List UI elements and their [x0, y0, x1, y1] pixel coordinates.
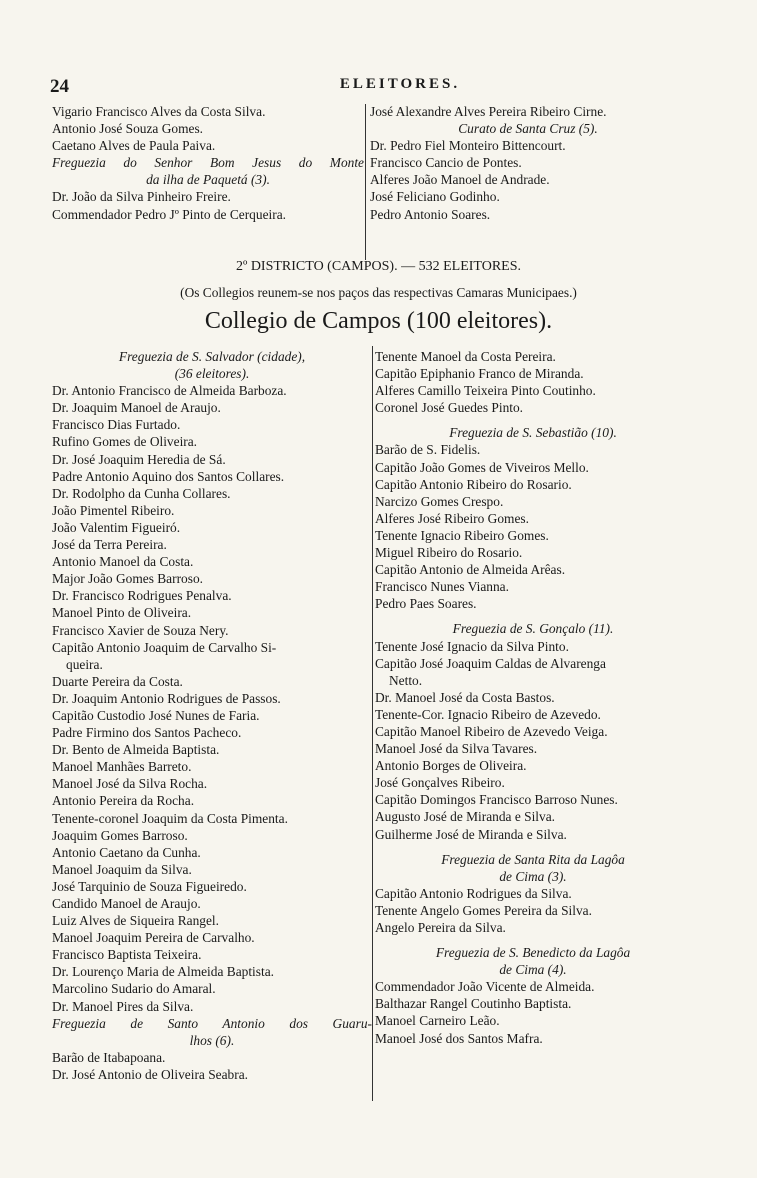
- elector-line: Antonio José Souza Gomes.: [52, 121, 204, 137]
- elector-line: Tenente Angelo Gomes Pereira da Silva.: [375, 902, 592, 918]
- column-divider: [365, 104, 366, 260]
- elector-line: Manoel Pinto de Oliveira.: [52, 605, 192, 621]
- parish-heading: (36 eleitores).: [174, 366, 250, 382]
- elector-line: Manoel José da Silva Rocha.: [52, 776, 208, 792]
- elector-line: José Feliciano Godinho.: [370, 189, 500, 205]
- elector-line: Coronel José Guedes Pinto.: [375, 400, 524, 416]
- elector-line: Pedro Antonio Soares.: [370, 206, 491, 222]
- elector-line: Capitão João Gomes de Viveiros Mello.: [375, 459, 589, 475]
- elector-line: Antonio Borges de Oliveira.: [375, 758, 527, 774]
- elector-line: Barão de Itabapoana.: [52, 1049, 166, 1065]
- elector-line: Alferes José Ribeiro Gomes.: [375, 510, 529, 526]
- elector-line: Capitão Antonio Ribeiro do Rosario.: [375, 476, 572, 492]
- elector-line: Manoel Manhães Barreto.: [52, 759, 192, 775]
- elector-line: José Gonçalves Ribeiro.: [375, 775, 505, 791]
- top-right-column: [370, 103, 686, 223]
- spacer: [375, 612, 691, 620]
- elector-line: José da Terra Pereira.: [52, 537, 167, 553]
- elector-line: Dr. Joaquim Manoel de Araujo.: [52, 400, 221, 416]
- elector-line: Francisco Baptista Teixeira.: [52, 947, 202, 963]
- elector-line: Miguel Ribeiro do Rosario.: [375, 545, 523, 561]
- elector-line: Pedro Paes Soares.: [375, 596, 477, 612]
- elector-line: queira.: [66, 656, 103, 672]
- college-heading: Collegio de Campos (100 eleitores).: [204, 308, 553, 334]
- main-left-column: [52, 348, 372, 1083]
- elector-line: Capitão Antonio Rodrigues da Silva.: [375, 885, 572, 901]
- parish-heading: Freguezia de S. Salvador (cidade),: [118, 349, 306, 364]
- elector-line: Dr. Bento de Almeida Baptista.: [52, 742, 220, 758]
- parish-heading: Freguezia de S. Sebastião (10).: [449, 425, 617, 441]
- elector-line: Dr. Antonio Francisco de Almeida Barboza.: [52, 383, 287, 399]
- elector-line: Antonio Caetano da Cunha.: [52, 844, 201, 860]
- elector-line: Alferes João Manoel de Andrade.: [370, 172, 550, 188]
- spacer: [375, 936, 691, 944]
- elector-line: João Pimentel Ribeiro.: [52, 502, 175, 518]
- elector-line: Dr. Joaquim Antonio Rodrigues de Passos.: [52, 690, 281, 706]
- elector-line: Candido Manoel de Araujo.: [52, 896, 201, 911]
- elector-line: Dr. Lourenço Maria de Almeida Baptista.: [52, 964, 274, 980]
- elector-line: Rufino Gomes de Oliveira.: [52, 434, 198, 450]
- elector-line: Capitão Antonio de Almeida Arêas.: [375, 562, 566, 578]
- district-heading: 2º DISTRICTO (CAMPOS). — 532 ELEITORES.: [235, 259, 521, 274]
- elector-line: Vigario Francisco Alves da Costa Silva.: [52, 104, 266, 119]
- elector-line: Tenente Manoel da Costa Pereira.: [375, 349, 556, 364]
- elector-line: Barão de S. Fidelis.: [375, 442, 481, 458]
- elector-line: Manoel Carneiro Leão.: [375, 1013, 500, 1029]
- elector-line: Capitão Epiphanio Franco de Miranda.: [375, 366, 584, 382]
- elector-line: Dr. José Antonio de Oliveira Seabra.: [52, 1066, 248, 1082]
- elector-line: Capitão Manoel Ribeiro de Azevedo Veiga.: [375, 723, 608, 739]
- elector-line: Balthazar Rangel Coutinho Baptista.: [375, 996, 572, 1012]
- elector-line: Francisco Cancio de Pontes.: [370, 155, 522, 171]
- elector-line: Capitão Antonio Joaquim de Carvalho Si-: [52, 639, 277, 655]
- parish-heading: da ilha de Paquetá (3).: [146, 172, 270, 188]
- elector-line: Francisco Xavier de Souza Nery.: [52, 622, 229, 638]
- elector-line: Alferes Camillo Teixeira Pinto Coutinho.: [375, 383, 596, 399]
- elector-line: Luiz Alves de Siqueira Rangel.: [52, 913, 219, 929]
- parish-heading: Freguezia de Santa Rita da Lagôa: [441, 851, 625, 867]
- elector-line: Duarte Pereira da Costa.: [52, 673, 183, 689]
- elector-line: Dr. Francisco Rodrigues Penalva.: [52, 588, 232, 604]
- elector-line: Antonio Manoel da Costa.: [52, 554, 194, 570]
- elector-line: Padre Firmino dos Santos Pacheco.: [52, 725, 242, 741]
- top-left-column: [52, 103, 364, 223]
- running-header: ELEITORES.: [339, 76, 461, 92]
- elector-line: Manoel Joaquim Pereira de Carvalho.: [52, 930, 255, 946]
- elector-line: Dr. Pedro Fiel Monteiro Bittencourt.: [370, 138, 566, 154]
- elector-line: Tenente Ignacio Ribeiro Gomes.: [375, 527, 549, 543]
- elector-line: Francisco Nunes Vianna.: [375, 579, 509, 595]
- elector-line: Guilherme José de Miranda e Silva.: [375, 826, 567, 842]
- elector-line: Augusto José de Miranda e Silva.: [375, 809, 556, 825]
- elector-line: Marcolino Sudario do Amaral.: [52, 981, 216, 997]
- elector-line: Dr. Manoel Pires da Silva.: [52, 998, 194, 1014]
- elector-line: Dr. José Joaquim Heredia de Sá.: [52, 451, 226, 467]
- elector-line: José Tarquinio de Souza Figueiredo.: [52, 878, 247, 894]
- elector-line: Major João Gomes Barroso.: [52, 571, 203, 587]
- parish-heading: Freguezia de S. Benedicto da Lagôa: [435, 945, 631, 961]
- district-note: (Os Collegios reunem-se nos paços das respectivas Camaras Municipaes.): [180, 285, 577, 300]
- parish-heading: lhos (6).: [189, 1032, 235, 1048]
- elector-line: Dr. João da Silva Pinheiro Freire.: [52, 189, 231, 205]
- parish-heading: Freguezia de S. Gonçalo (11).: [452, 621, 614, 637]
- elector-line: Narcizo Gomes Crespo.: [375, 493, 504, 509]
- page-number: 24: [50, 76, 69, 97]
- elector-line: Joaquim Gomes Barroso.: [52, 827, 188, 843]
- elector-line: José Alexandre Alves Pereira Ribeiro Cirne.: [370, 104, 607, 119]
- main-right-column: [375, 348, 691, 1047]
- elector-line: Tenente José Ignacio da Silva Pinto.: [375, 638, 569, 654]
- elector-line: Tenente-Cor. Ignacio Ribeiro de Azevedo.: [375, 706, 601, 722]
- elector-line: Capitão José Joaquim Caldas de Alvarenga: [375, 655, 606, 671]
- elector-line: Netto.: [389, 672, 423, 688]
- parish-heading: de Cima (4).: [499, 962, 567, 978]
- elector-line: Antonio Pereira da Rocha.: [52, 793, 195, 809]
- elector-line: Commendador Pedro Jº Pinto de Cerqueira.: [52, 206, 286, 222]
- parish-heading: Freguezia do Senhor Bom Jesus do Monte: [52, 155, 364, 171]
- parish-heading: Freguezia de Santo Antonio dos Guaru-: [52, 1015, 372, 1031]
- column-divider: [372, 346, 373, 1101]
- elector-line: Commendador João Vicente de Almeida.: [375, 979, 595, 995]
- elector-line: João Valentim Figueiró.: [52, 519, 181, 535]
- elector-line: Angelo Pereira da Silva.: [375, 920, 506, 935]
- elector-line: Capitão Domingos Francisco Barroso Nunes.: [375, 792, 618, 808]
- elector-line: Dr. Rodolpho da Cunha Collares.: [52, 485, 231, 501]
- elector-line: Manoel Joaquim da Silva.: [52, 861, 192, 877]
- spacer: [375, 843, 691, 851]
- elector-line: Tenente-coronel Joaquim da Costa Pimenta.: [52, 810, 288, 826]
- parish-heading: Curato de Santa Cruz (5).: [458, 121, 598, 137]
- elector-line: Caetano Alves de Paula Paiva.: [52, 138, 216, 154]
- elector-line: Manoel José da Silva Tavares.: [375, 741, 538, 757]
- parish-heading: de Cima (3).: [499, 868, 567, 884]
- elector-line: Manoel José dos Santos Mafra.: [375, 1030, 543, 1046]
- spacer: [375, 416, 691, 424]
- elector-line: Padre Antonio Aquino dos Santos Collares.: [52, 468, 285, 484]
- elector-line: Capitão Custodio José Nunes de Faria.: [52, 707, 260, 723]
- elector-line: Francisco Dias Furtado.: [52, 417, 181, 433]
- elector-line: Dr. Manoel José da Costa Bastos.: [375, 689, 555, 705]
